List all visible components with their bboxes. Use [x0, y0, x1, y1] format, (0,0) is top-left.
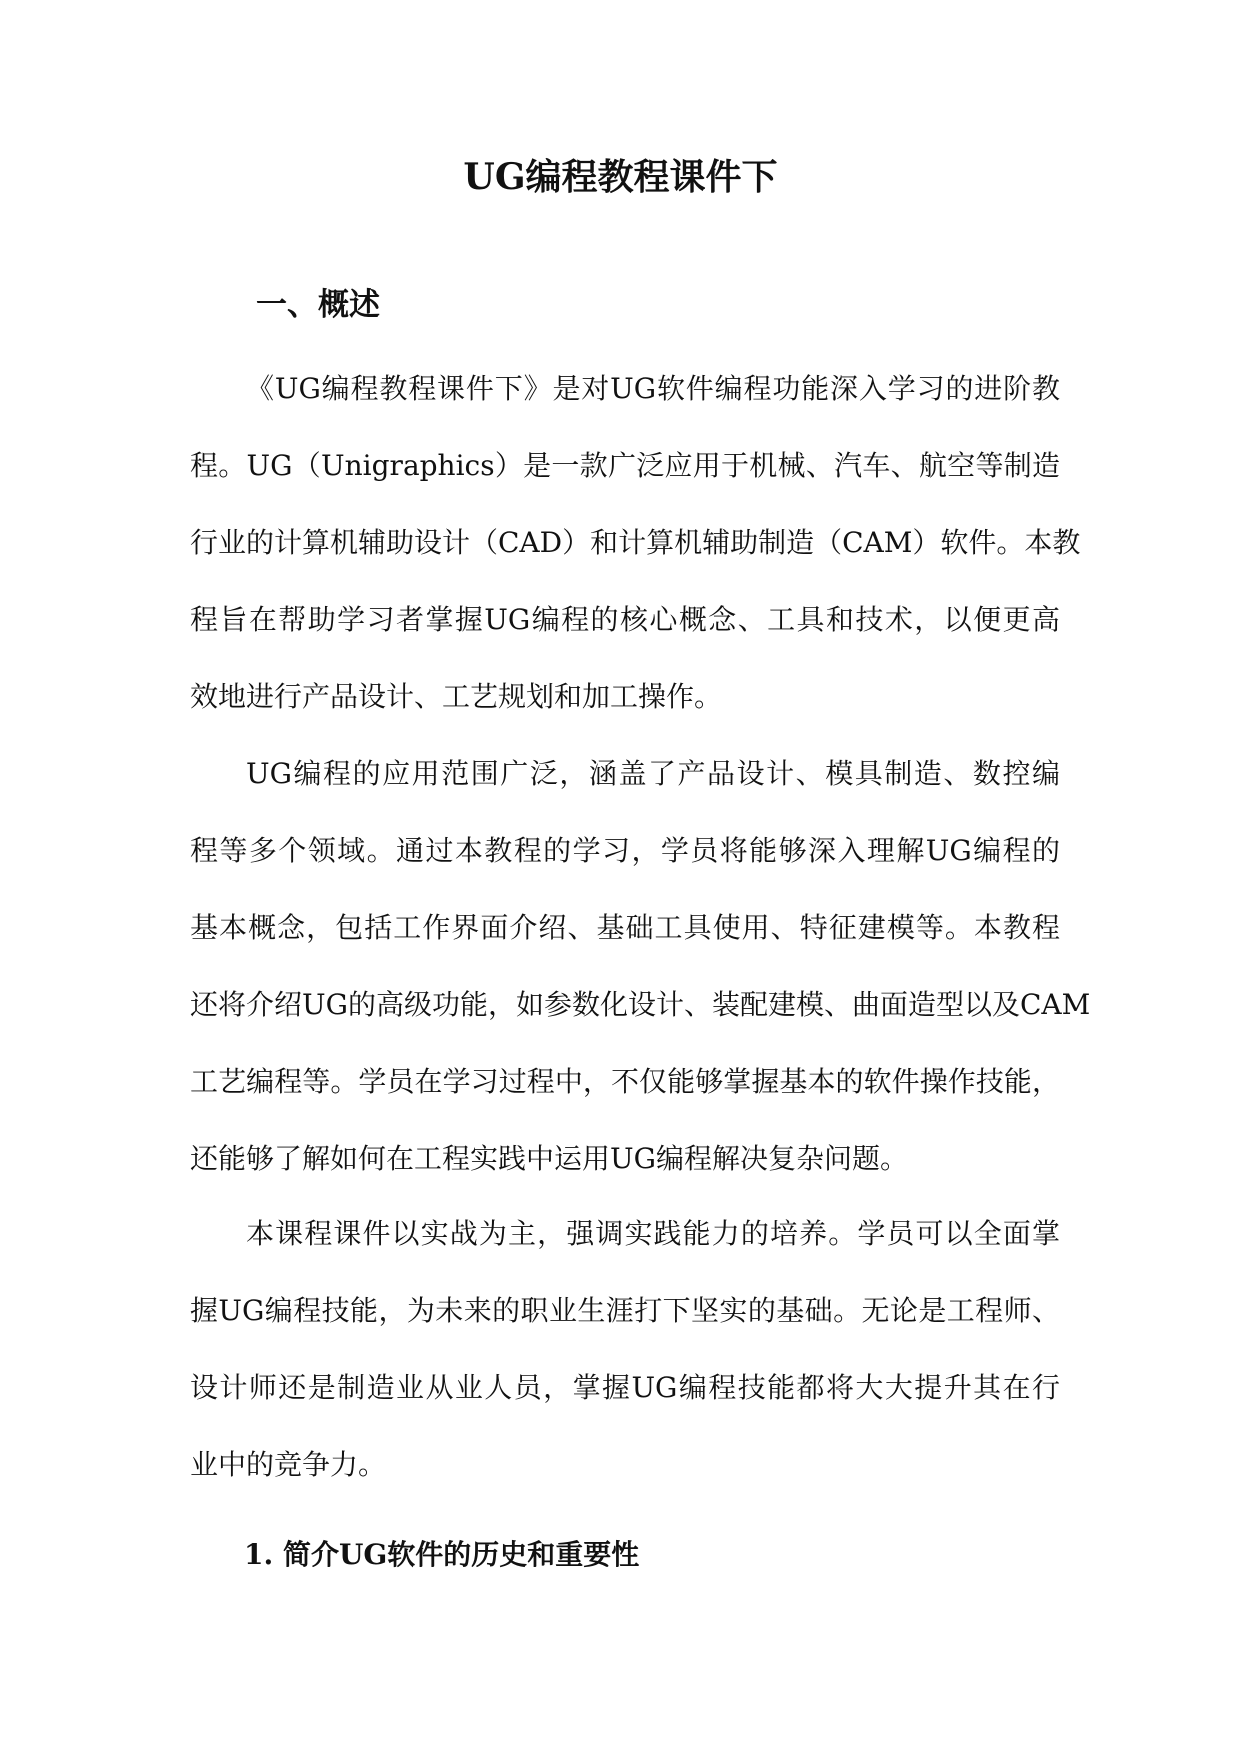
- paragraph-line: 业中的竞争力。: [190, 1448, 387, 1481]
- paragraph-3: [190, 1195, 1060, 1503]
- document-title: UG编程教程课件下: [463, 156, 778, 198]
- paragraph-line: 程。UG（Unigraphics）是一款广泛应用于机械、汽车、航空等制造: [190, 449, 1060, 482]
- paragraph-line: 效地进行产品设计、工艺规划和加工操作。: [190, 680, 723, 713]
- paragraph-line: 本课程课件以实战为主，强调实践能力的培养。学员可以全面掌: [246, 1217, 1060, 1250]
- paragraph-line: 设计师还是制造业从业人员，掌握UG编程技能都将大大提升其在行: [190, 1371, 1060, 1404]
- paragraph-line: 程旨在帮助学习者掌握UG编程的核心概念、工具和技术，以便更高: [190, 603, 1060, 636]
- paragraph-line: 行业的计算机辅助设计（CAD）和计算机辅助制造（CAM）软件。本教: [190, 526, 1081, 559]
- paragraph-line: 基本概念，包括工作界面介绍、基础工具使用、特征建模等。本教程: [190, 911, 1060, 944]
- paragraph-line: 《UG编程教程课件下》是对UG软件编程功能深入学习的进阶教: [246, 372, 1060, 405]
- paragraph-line: 程等多个领域。通过本教程的学习，学员将能够深入理解UG编程的: [190, 834, 1060, 867]
- paragraph-line: 还将介绍UG的高级功能，如参数化设计、装配建模、曲面造型以及CAM: [190, 988, 1091, 1021]
- paragraph-line: 还能够了解如何在工程实践中运用UG编程解决复杂问题。: [190, 1142, 908, 1175]
- paragraph-line: 工艺编程等。学员在学习过程中，不仅能够掌握基本的软件操作技能，: [190, 1065, 1060, 1098]
- paragraph-line: UG编程的应用范围广泛，涵盖了产品设计、模具制造、数控编: [246, 757, 1060, 790]
- paragraph-1: [190, 350, 1081, 735]
- paragraph-line: 握UG编程技能，为未来的职业生涯打下坚实的基础。无论是工程师、: [190, 1294, 1060, 1327]
- paragraph-2: [190, 735, 1091, 1197]
- section-heading-overview: 一、概述: [256, 287, 380, 323]
- subheading-ug-history: 1. 简介UG软件的历史和重要性: [244, 1538, 640, 1571]
